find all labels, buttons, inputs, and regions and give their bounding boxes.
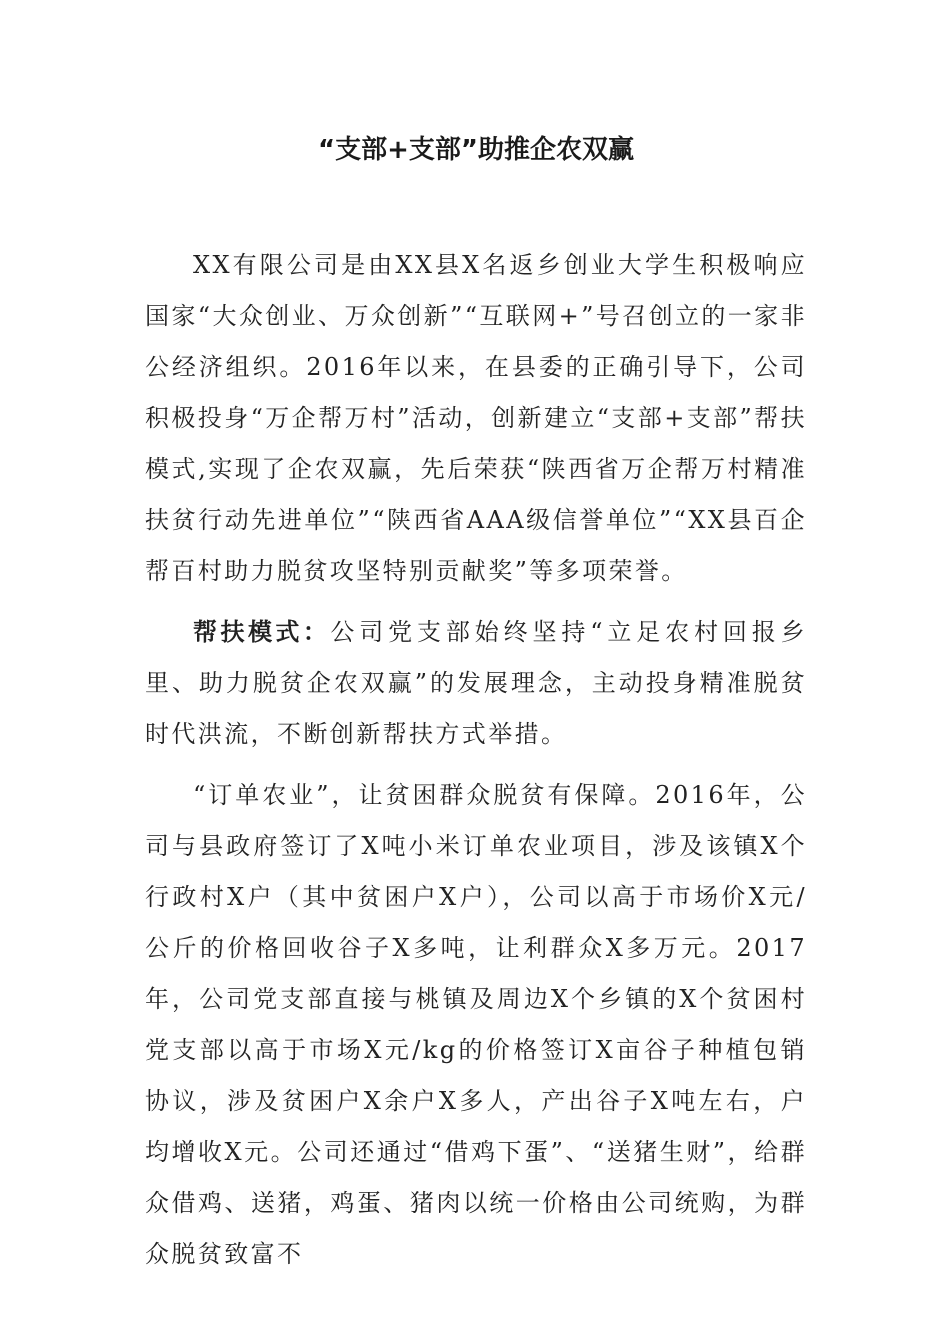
document-page xyxy=(145,0,807,1344)
paragraph-assistance-model xyxy=(145,607,807,760)
document-title: “支部+支部”助推企农双赢 xyxy=(318,135,634,165)
paragraph-order-agriculture xyxy=(145,770,807,1280)
paragraph-intro-text: XX有限公司是由XX县X名返乡创业大学生积极响应国家“大众创业、万众创新”“互联网+”号召创立的一家非公经济组织。2016年以来，在县委的正确引导下，公司积极投身“万企帮万村”活动，创新建立“支部+支部”帮扶模式,实现了企农双赢，先后荣获“陕西省万企帮万村精准扶贫行动先进单位”“陕西省AAA级信誉单位”“XX县百企帮百村助力脱贫攻坚特别贡献奖”等多项荣誉。 xyxy=(145,251,807,585)
paragraph-lead-heading: 帮扶模式： xyxy=(193,618,331,646)
paragraph-intro xyxy=(145,240,807,597)
paragraph-order-agriculture-text: “订单农业”，让贫困群众脱贫有保障。2016年，公司与县政府签订了X吨小米订单农业项目，涉及该镇X个行政村X户（其中贫困户X户），公司以高于市场价X元/公斤的价格回收谷子X多吨，让利群众X多万元。2017年，公司党支部直接与桃镇及周边X个乡镇的X个贫困村党支部以高于市场X元/kg的价格签订X亩谷子种植包销协议，涉及贫困户X余户X多人，产出谷子X吨左右，户均增收X元。公司还通过“借鸡下蛋”、“送猪生财”，给群众借鸡、送猪，鸡蛋、猪肉以统一价格由公司统购，为群众脱贫致富不 xyxy=(145,781,807,1268)
paragraph-assistance-model-text: 公司党支部始终坚持“立足农村回报乡里、助力脱贫企农双赢”的发展理念，主动投身精准脱贫时代洪流，不断创新帮扶方式举措。 xyxy=(145,618,808,748)
document-body xyxy=(145,240,807,1290)
